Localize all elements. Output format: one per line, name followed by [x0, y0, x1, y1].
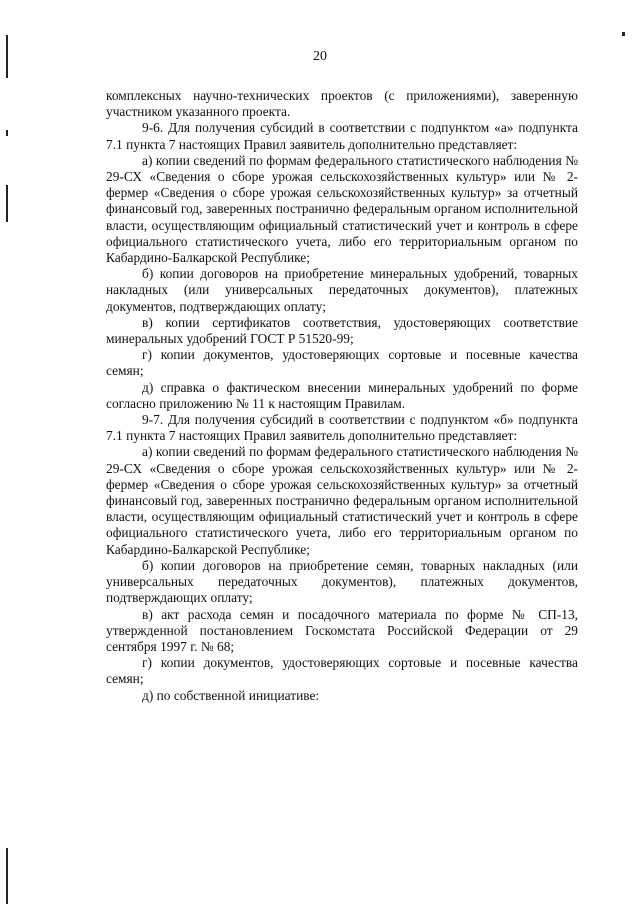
document-body: [106, 88, 578, 704]
paragraph: г) копии документов, удостоверяющих сортовые и посевные качества семян;: [106, 347, 578, 379]
paragraph: г) копии документов, удостоверяющих сортовые и посевные качества семян;: [106, 655, 578, 687]
paragraph: д) справка о фактическом внесении минеральных удобрений по форме согласно приложению № 11 к настоящим Правилам.: [106, 379, 578, 411]
paragraph: 9-7. Для получения субсидий в соответствии с подпунктом «б» подпункта 7.1 пункта 7 настоящих Правил заявитель дополнительно представляет:: [106, 412, 578, 444]
page-number: 20: [313, 49, 327, 64]
paragraph: в) копии сертификатов соответствия, удостоверяющих соответствие минеральных удобрений ГОСТ Р 51520-99;: [106, 314, 578, 347]
paragraph: в) акт расхода семян и посадочного материала по форме № СП-13, утвержденной постановлением Госкомстата Российской Федерации от 29 сентября 1997 г. № 68;: [106, 606, 578, 654]
paragraph: б) копии договоров на приобретение минеральных удобрений, товарных накладных (или универсальных передаточных документов), платежных документов, подтверждающих оплату;: [106, 266, 578, 314]
scan-edge-mark-dot: [6, 130, 8, 136]
scan-corner-mark: [622, 32, 625, 36]
scan-edge-mark-middle: [6, 185, 8, 222]
paragraph: а) копии сведений по формам федерального статистического наблюдения № 29-СХ «Сведения о сборе урожая сельскохозяйственных культур» или № 2-фермер «Сведения о сборе урожая сельскохозяйственных культур» за отчетный финансовый год, заверенных постранично федеральным органом исполнительной власти, осуществляющим официальный статистический учет и контроль в сфере официального статистического учета, либо его территориальным органом по Кабардино-Балкарской Республике;: [106, 444, 578, 557]
paragraph: а) копии сведений по формам федерального статистического наблюдения № 29-СХ «Сведения о сборе урожая сельскохозяйственных культур» или № 2-фермер «Сведения о сборе урожая сельскохозяйственных культур» за отчетный финансовый год, заверенных постранично федеральным органом исполнительной власти, осуществляющим официальный статистический учет и контроль в сфере официального статистического учета, либо его территориальным органом по Кабардино-Балкарской Республике;: [106, 152, 578, 266]
paragraph: комплексных научно-технических проектов (с приложениями), заверенную участником указанного проекта.: [106, 88, 578, 120]
paragraph: д) по собственной инициативе:: [142, 687, 320, 703]
paragraph: б) копии договоров на приобретение семян, товарных накладных (или универсальных передаточных документов), платежных документов, подтверждающих оплату;: [106, 557, 578, 606]
paragraph: 9-6. Для получения субсидий в соответствии с подпунктом «а» подпункта 7.1 пункта 7 настоящих Правил заявитель дополнительно представляет:: [106, 120, 578, 152]
scan-edge-mark-bottom: [6, 848, 8, 904]
